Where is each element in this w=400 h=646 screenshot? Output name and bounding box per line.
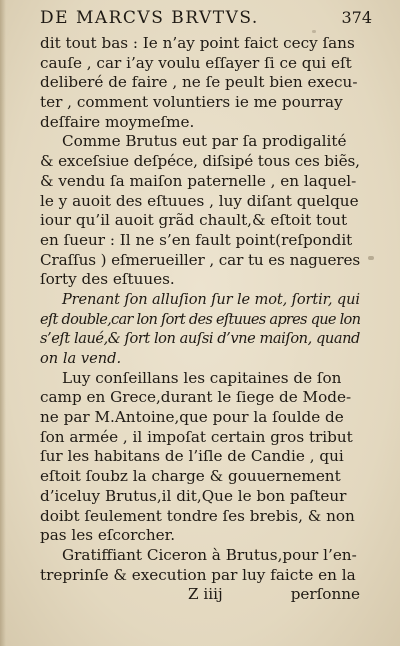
page-header [40,8,372,28]
page-footer [40,585,360,605]
catchword: perſonne [290,585,360,604]
text-line: treprinſe & execution par luy faicte en la [40,565,356,584]
text-line: pas les eſcorcher. [40,526,176,545]
body-text [40,34,360,605]
text-line: deliberé de faire , ne ſe peult bien execu- [40,73,358,92]
text-line: d’iceluy Brutus,il dit,Que le bon paſteur [40,486,347,505]
text-line: ſon armée , il impoſat certain gros tribut [40,427,353,446]
quote-line: eſt double,car lon ſort des eſtuues apres que lon [40,310,361,328]
text-line: iour qu’il auoit grãd chault,& eſtoit tout [40,211,348,230]
quote-line: Prenant ſon alluſion ſur le mot, ſortir, qui [62,290,360,308]
page-number: 374 [341,8,372,27]
signature-mark: Z iiij [188,585,223,604]
text-line: camp en Grece,durant le ſiege de Mode- [40,388,352,407]
text-line: doibt ſeulement tondre ſes brebis, & non [40,506,355,525]
text-line: Luy conſeillans les capitaines de ſon [62,368,342,387]
text-line: ſur les habitans de l’iſle de Candie , qui [40,447,344,466]
page-gutter-shadow [0,0,6,646]
quote-line: s’eſt laué,& ſort lon auſsi d’vne maiſon, quand [40,330,360,348]
text-line: ſorty des eſtuues. [40,270,175,289]
text-line: Craſſus ) eſmerueiller , car tu es nagueres [40,250,361,269]
text-line: Comme Brutus eut par ſa prodigalité [62,132,347,151]
paper-blemish [368,256,374,260]
text-line: & exceſsiue deſpéce, diſsipé tous ces biẽs, [40,152,360,171]
text-line: dit tout bas : Ie n’ay point faict cecy ſans [40,34,355,52]
text-line: Gratiffiant Ciceron à Brutus,pour l’en- [62,545,357,564]
text-line: eſtoit ſoubz la charge & gouuernement [40,467,341,486]
text-line: ne par M.Antoine,que pour la ſoulde de [40,408,344,427]
text-line: le y auoit des eſtuues , luy diſant quelque [40,191,359,210]
paper-blemish [312,30,316,33]
text-line: ter , comment voluntiers ie me pourray [40,93,343,112]
text-line: en ſueur : Il ne s’en fault point(reſpondit [40,230,353,249]
text-line: & vendu ſa maiſon paternelle , en laquel- [40,171,357,190]
running-title: DE MARCVS BRVTVS. [40,8,259,28]
quote-line: on la vend. [40,350,122,367]
text-line: deſfaire moymeſme. [40,112,195,131]
text-line: cauſe , car i’ay voulu eſſayer ſi ce qui eſt [40,53,352,72]
